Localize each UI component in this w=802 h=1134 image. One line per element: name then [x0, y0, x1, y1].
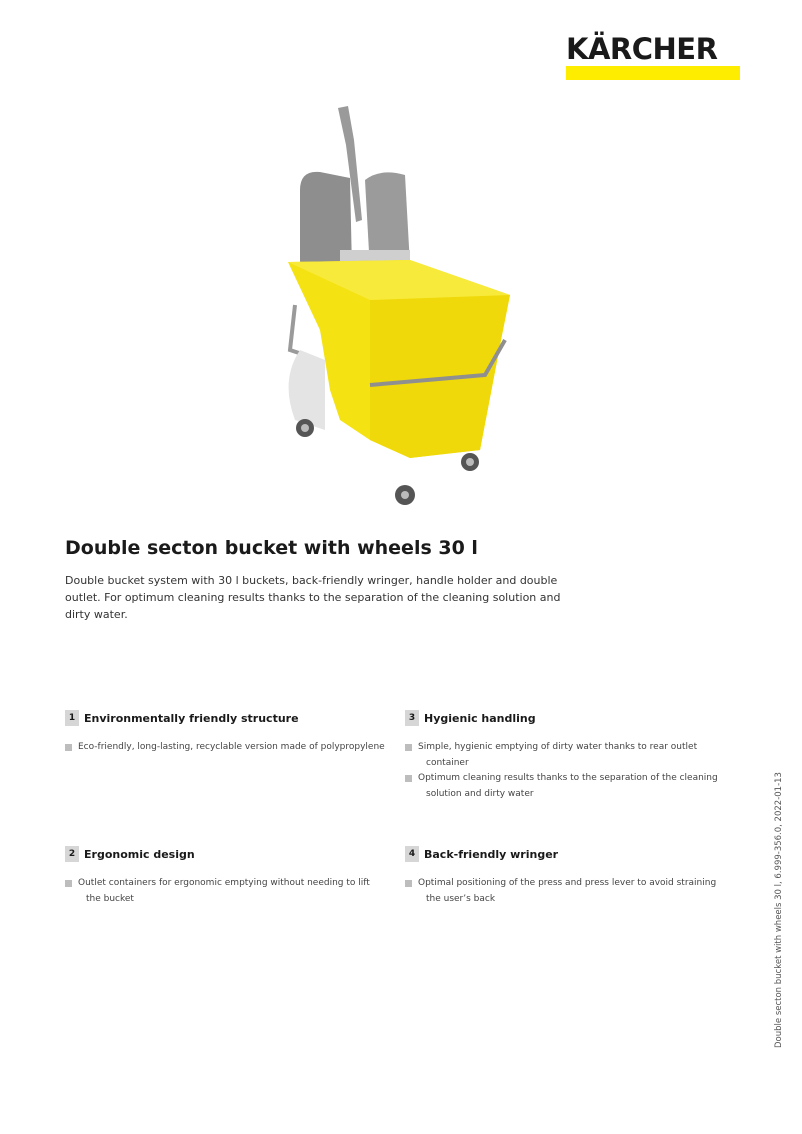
- feature-bullet: Simple, hygienic emptying of dirty water thanks to rear outlet container: [405, 740, 725, 771]
- feature-bullet: Optimal positioning of the press and press lever to avoid straining the user’s back: [405, 876, 725, 907]
- feature-number: 4: [405, 846, 419, 862]
- feature-block: [405, 710, 725, 802]
- feature-number: 1: [65, 710, 79, 726]
- feature-bullet: Outlet containers for ergonomic emptying without needing to lift the bucket: [65, 876, 385, 907]
- product-description: Double bucket system with 30 l buckets, back-friendly wringer, handle holder and double outlet. For optimum cleaning results thanks to the separation of the cleaning solution and dirty water.: [65, 574, 561, 621]
- bullet-square-icon: [405, 775, 412, 782]
- product-image: [270, 100, 530, 520]
- feature-bullet: Eco-friendly, long-lasting, recyclable version made of polypropylene: [65, 740, 385, 756]
- karcher-logo: [566, 34, 740, 80]
- feature-title: Ergonomic design: [84, 847, 195, 861]
- feature-title: Back-friendly wringer: [424, 847, 559, 861]
- feature-block: [65, 846, 385, 907]
- feature-bullet: Optimum cleaning results thanks to the separation of the cleaning solution and dirty water: [405, 771, 725, 802]
- logo-wordmark: KÄRCHER: [566, 32, 718, 66]
- logo-yellow-bar: [566, 66, 740, 80]
- bullet-square-icon: [65, 880, 72, 887]
- feature-number: 3: [405, 710, 419, 726]
- bullet-square-icon: [405, 880, 412, 887]
- feature-block: [65, 710, 385, 756]
- product-title: Double secton bucket with wheels 30 l: [65, 537, 478, 559]
- document-footer-vertical: Double secton bucket with wheels 30 l, 6.999-356.0, 2022-01-13: [774, 772, 784, 1048]
- bullet-square-icon: [405, 744, 412, 751]
- feature-block: [405, 846, 725, 907]
- feature-title: Environmentally friendly structure: [84, 711, 299, 725]
- bullet-square-icon: [65, 744, 72, 751]
- feature-title: Hygienic handling: [424, 711, 536, 725]
- feature-number: 2: [65, 846, 79, 862]
